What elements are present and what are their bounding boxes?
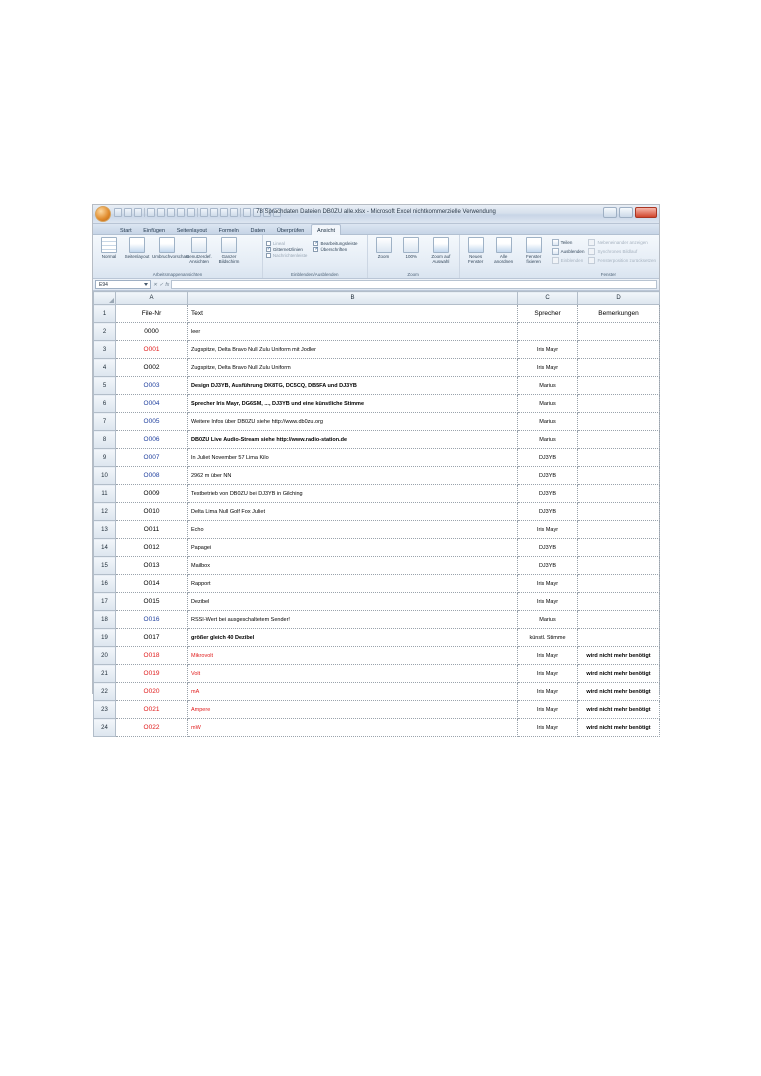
button-reset-window-position[interactable] [588,257,656,264]
table-row [94,341,660,359]
cell-a[interactable]: O022 [116,719,188,737]
name-box[interactable] [95,280,151,289]
cell-a[interactable]: O019 [116,665,188,683]
ribbon-group-workbook-views [93,235,263,278]
button-zoom-selection-label: Zoom auf Auswahl [431,254,451,264]
cell-a[interactable]: O014 [116,575,188,593]
cell-b[interactable]: Rapport [188,575,518,593]
zoom-100-icon [403,237,419,253]
table-row [94,575,660,593]
table-row [94,647,660,665]
cell-d[interactable]: wird nicht mehr benötigt [578,647,660,665]
cell-b[interactable]: Weitere Infos über DB0ZU siehe http://www.db0zu.org [188,413,518,431]
show-hide-items [266,237,364,258]
page-break-icon [159,237,175,253]
table-row [94,701,660,719]
split-icon [552,239,559,246]
check-gitternetzlinien[interactable] [266,247,308,252]
cell-b[interactable]: Volt [188,665,518,683]
hide-window-icon [552,248,559,255]
synchronous-scrolling-icon [588,248,595,255]
cell-d[interactable] [578,503,660,521]
button-full-screen-label: Ganzer Bildschirm [218,254,240,264]
row-header[interactable]: 15 [94,557,116,575]
table-row [94,593,660,611]
table-row [94,485,660,503]
cell-d[interactable] [578,467,660,485]
cell-c[interactable]: Iris Mayr [518,341,578,359]
cell-d[interactable] [578,629,660,647]
button-zoom-selection[interactable] [426,237,456,264]
button-normal-view[interactable] [96,237,122,259]
reset-window-position-icon [588,257,595,264]
cell-d[interactable] [578,395,660,413]
column-header-b[interactable]: B [188,292,518,305]
title-bar [93,205,659,224]
check-ueberschriften[interactable] [313,247,357,252]
show-hide-col-2 [313,240,357,258]
cell-a[interactable]: O004 [116,395,188,413]
row-header[interactable]: 3 [94,341,116,359]
row-header[interactable]: 1 [94,305,116,323]
cell-c[interactable]: Iris Mayr [518,593,578,611]
cell-d[interactable]: wird nicht mehr benötigt [578,719,660,737]
restore-button[interactable] [619,207,633,218]
cell-d[interactable]: wird nicht mehr benötigt [578,683,660,701]
table-row [94,503,660,521]
cell-d[interactable]: wird nicht mehr benötigt [578,701,660,719]
cell-c[interactable]: Iris Mayr [518,683,578,701]
custom-views-icon [191,237,207,253]
cell-a[interactable]: O002 [116,359,188,377]
cell-c[interactable]: DJ3YB [518,539,578,557]
close-button[interactable] [635,207,657,218]
row-header[interactable]: 10 [94,467,116,485]
cell-d[interactable] [578,431,660,449]
freeze-panes-icon [526,237,542,253]
tab-daten[interactable]: Daten [250,228,266,234]
cell-a[interactable]: O005 [116,413,188,431]
name-box-value: E94 [99,281,108,288]
button-hide-window[interactable] [552,248,585,255]
table-row [94,719,660,737]
ueberschriften-checkbox-icon [313,247,318,252]
cell-b[interactable]: leer [188,323,518,341]
zoom-items [371,237,456,264]
cell-a[interactable]: O013 [116,557,188,575]
window-small-col-2 [588,239,656,264]
cell-b[interactable]: Zugspitze, Delta Bravo Null Zulu Uniform mit Jodler [188,341,518,359]
button-normal-view-label: Normal [101,254,117,259]
cell-c[interactable]: Iris Mayr [518,665,578,683]
button-synchronous-scrolling[interactable] [588,248,656,255]
group-label-workbook-views: Arbeitsmappenansichten [152,272,203,277]
cell-c[interactable]: Marius [518,413,578,431]
cell-d[interactable] [578,485,660,503]
cell-c[interactable]: DJ3YB [518,503,578,521]
cell-c[interactable]: Iris Mayr [518,521,578,539]
cell-c[interactable]: Iris Mayr [518,359,578,377]
cell-b[interactable]: Dezibel [188,593,518,611]
row-header[interactable]: 8 [94,431,116,449]
show-hide-col-1 [266,240,308,258]
row-header[interactable]: 4 [94,359,116,377]
row-header[interactable]: 18 [94,611,116,629]
cell-d[interactable] [578,575,660,593]
ribbon [93,235,659,279]
cell-c1[interactable]: Sprecher [518,305,578,323]
cell-c[interactable]: Marius [518,377,578,395]
tab-einfuegen[interactable]: Einfügen [143,228,166,234]
cancel-formula-icon[interactable]: ✕ [153,281,158,288]
nachrichtenleiste-checkbox-icon [266,253,271,258]
new-window-icon [468,237,484,253]
button-full-screen[interactable] [216,237,242,264]
table-row [94,395,660,413]
cell-c[interactable]: Iris Mayr [518,575,578,593]
table-row [94,611,660,629]
cell-a[interactable]: O008 [116,467,188,485]
select-all-corner[interactable] [94,292,116,305]
cell-a[interactable]: O012 [116,539,188,557]
unhide-window-icon [552,257,559,264]
table-row [94,521,660,539]
row-header[interactable]: 21 [94,665,116,683]
button-freeze-panes-label: Fenster fixieren [526,254,542,264]
cell-d1[interactable]: Bemerkungen [578,305,660,323]
cell-b[interactable]: Papagei [188,539,518,557]
row-header[interactable]: 14 [94,539,116,557]
row-header[interactable]: 11 [94,485,116,503]
row-header[interactable]: 24 [94,719,116,737]
cell-a[interactable]: O018 [116,647,188,665]
cell-a[interactable]: 0000 [116,323,188,341]
cell-b[interactable]: Ampere [188,701,518,719]
table-row [94,539,660,557]
cell-b[interactable]: Testbetrieb von DB0ZU bei DJ3YB in Gilching [188,485,518,503]
row-header[interactable]: 20 [94,647,116,665]
cell-c[interactable]: DJ3YB [518,467,578,485]
tab-ansicht[interactable]: Ansicht [311,224,341,235]
button-new-window-label: Neues Fenster [468,254,484,264]
cell-b1[interactable]: Text [188,305,518,323]
cell-d[interactable]: wird nicht mehr benötigt [578,665,660,683]
page-layout-icon [129,237,145,253]
cell-a[interactable]: O001 [116,341,188,359]
cell-b[interactable]: Sprecher Iris Mayr, DG6SM, ..., DJ3YB und eine künstliche Stimme [188,395,518,413]
button-hide-window-label: Ausblenden [560,249,585,254]
ribbon-group-show-hide [263,235,368,278]
table-row [94,449,660,467]
group-label-window: Fenster [600,272,616,277]
button-custom-views[interactable] [184,237,214,264]
table-row [94,683,660,701]
row-header[interactable]: 5 [94,377,116,395]
cell-b[interactable]: Mikrovolt [188,647,518,665]
cell-b[interactable]: DB0ZU Live Audio-Stream siehe http://www.radio-station.de [188,431,518,449]
row-header[interactable]: 12 [94,503,116,521]
formula-bar [93,279,659,291]
cell-a[interactable]: O015 [116,593,188,611]
accept-formula-icon[interactable]: ✓ [159,281,164,288]
group-label-zoom: Zoom [407,272,419,277]
table-row [94,377,660,395]
full-screen-icon [221,237,237,253]
cell-a[interactable]: O010 [116,503,188,521]
button-reset-window-position-label: Fensterposition zurücksetzen [597,258,656,263]
cell-c[interactable]: Iris Mayr [518,647,578,665]
cell-c[interactable] [518,323,578,341]
column-header-row [94,292,660,305]
ribbon-group-window [460,235,659,278]
row-header[interactable]: 2 [94,323,116,341]
button-arrange-all[interactable] [491,237,517,264]
cell-a[interactable]: O017 [116,629,188,647]
cell-c[interactable]: Marius [518,611,578,629]
table-row [94,665,660,683]
insert-function-icon[interactable]: fx [165,281,170,288]
button-view-side-by-side-label: Nebeneinander anzeigen [597,240,648,245]
cell-b[interactable]: Delta Lima Null Golf Fox Juliet [188,503,518,521]
cell-a1[interactable]: File-Nr [116,305,188,323]
gitternetzlinien-checkbox-icon [266,247,271,252]
window-big-buttons [463,237,549,264]
check-nachrichtenleiste[interactable] [266,253,308,258]
table-row [94,629,660,647]
window-items [463,237,656,264]
normal-view-icon [101,237,117,253]
button-page-layout-label: Seitenlayout [124,254,150,259]
table-row [94,413,660,431]
cell-b[interactable]: RSSI-Wert bei ausgeschaltetem Sender! [188,611,518,629]
excel-window [92,204,660,731]
cell-c[interactable]: DJ3YB [518,485,578,503]
check-lineal[interactable] [266,241,308,246]
arrange-all-icon [496,237,512,253]
button-zoom[interactable] [371,237,397,259]
row-header[interactable]: 19 [94,629,116,647]
button-page-layout[interactable] [124,237,150,259]
cell-b[interactable]: In Juliet November 57 Lima Kilo [188,449,518,467]
button-arrange-all-label: Alle anordnen [494,254,514,264]
cell-b[interactable]: größer gleich 40 Dezibel [188,629,518,647]
check-lineal-label: Lineal [272,241,285,246]
sheet-grid [93,291,659,737]
row-header[interactable]: 16 [94,575,116,593]
side-by-side-icon [588,239,595,246]
sheet-body [94,305,660,737]
check-ueberschriften-label: Überschriften [320,247,348,252]
button-freeze-panes[interactable] [519,237,549,264]
tab-ueberpruefen[interactable]: Überprüfen [276,228,305,234]
button-synchronous-scrolling-label: Synchrones Bildlauf [597,249,638,254]
cell-a[interactable]: O016 [116,611,188,629]
cell-c[interactable]: DJ3YB [518,557,578,575]
button-page-break-preview[interactable] [152,237,189,259]
cell-d[interactable] [578,521,660,539]
check-bearbeitungsleiste-label: Bearbeitungsleiste [320,241,358,246]
cell-c[interactable]: Marius [518,395,578,413]
check-nachrichtenleiste-label: Nachrichtenleiste [272,253,308,258]
table-row [94,557,660,575]
table-row [94,431,660,449]
row-header[interactable]: 23 [94,701,116,719]
cell-d[interactable] [578,611,660,629]
cell-b[interactable]: 2962 m über NN [188,467,518,485]
cell-d[interactable] [578,341,660,359]
cell-d[interactable] [578,377,660,395]
button-view-side-by-side[interactable] [588,239,656,246]
chevron-down-icon[interactable] [144,283,148,286]
tab-formeln[interactable]: Formeln [218,228,239,234]
button-unhide-window[interactable] [552,257,585,264]
row-header[interactable]: 17 [94,593,116,611]
column-header-c[interactable]: C [518,292,578,305]
column-header-a[interactable]: A [116,292,188,305]
tab-seitenlayout[interactable]: Seitenlayout [176,228,207,234]
cell-a[interactable]: O007 [116,449,188,467]
table-row [94,323,660,341]
cell-c[interactable]: Iris Mayr [518,719,578,737]
group-label-show-hide: Einblenden/Ausblenden [291,272,339,277]
row-header[interactable]: 22 [94,683,116,701]
cell-d[interactable] [578,359,660,377]
row-header[interactable]: 6 [94,395,116,413]
cell-b[interactable]: mA [188,683,518,701]
window-small-col-1 [552,239,585,264]
workbook-views-items [96,237,259,264]
cell-d[interactable] [578,449,660,467]
button-new-window[interactable] [463,237,489,264]
button-page-break-label: Umbruchvorschau [152,254,189,259]
cell-c[interactable]: Marius [518,431,578,449]
formula-bar-buttons [153,282,169,288]
cell-b[interactable]: Zugspitze, Delta Bravo Null Zulu Uniform [188,359,518,377]
minimize-button[interactable] [603,207,617,218]
zoom-icon [376,237,392,253]
button-split-label: Teilen [560,240,573,245]
cell-d[interactable] [578,593,660,611]
cell-a[interactable]: O020 [116,683,188,701]
cell-a[interactable]: O009 [116,485,188,503]
button-zoom-label: Zoom [377,254,390,259]
table-row [94,305,660,323]
window-controls [603,207,657,218]
cell-c[interactable]: DJ3YB [518,449,578,467]
sheet-table [93,291,660,737]
button-custom-views-label: Benutzerdef. Ansichten [186,254,212,264]
cell-b[interactable]: Echo [188,521,518,539]
check-bearbeitungsleiste[interactable] [313,241,357,246]
row-header[interactable]: 7 [94,413,116,431]
row-header[interactable]: 13 [94,521,116,539]
button-unhide-window-label: Einblenden [560,258,584,263]
formula-input[interactable] [171,280,657,289]
ribbon-tabs [93,224,659,235]
ribbon-group-zoom [368,235,460,278]
cell-d[interactable] [578,323,660,341]
table-row [94,359,660,377]
cell-a[interactable]: O003 [116,377,188,395]
button-zoom-100[interactable] [398,237,424,259]
button-split[interactable] [552,239,585,246]
row-header[interactable]: 9 [94,449,116,467]
cell-b[interactable]: Design DJ3YB, Ausführung DK8TG, DC5CQ, DB5FA und DJ3YB [188,377,518,395]
column-header-d[interactable]: D [578,292,660,305]
window-title: 78 Sprachdaten Dateien DB0ZU alle.xlsx - Microsoft Excel nichtkommerzielle Verwendung [256,209,496,215]
zoom-selection-icon [433,237,449,253]
check-gitternetzlinien-label: Gitternetzlinien [272,247,303,252]
cell-a[interactable]: O011 [116,521,188,539]
cell-c[interactable]: künstl. Stimme [518,629,578,647]
tab-start[interactable]: Start [120,228,132,234]
table-row [94,467,660,485]
button-zoom-100-label: 100% [405,254,417,259]
cell-d[interactable] [578,413,660,431]
cell-d[interactable] [578,539,660,557]
cell-b[interactable]: Mailbox [188,557,518,575]
cell-d[interactable] [578,557,660,575]
cell-c[interactable]: Iris Mayr [518,701,578,719]
cell-a[interactable]: O006 [116,431,188,449]
window-small-buttons [552,237,656,264]
cell-b[interactable]: mW [188,719,518,737]
cell-a[interactable]: O021 [116,701,188,719]
